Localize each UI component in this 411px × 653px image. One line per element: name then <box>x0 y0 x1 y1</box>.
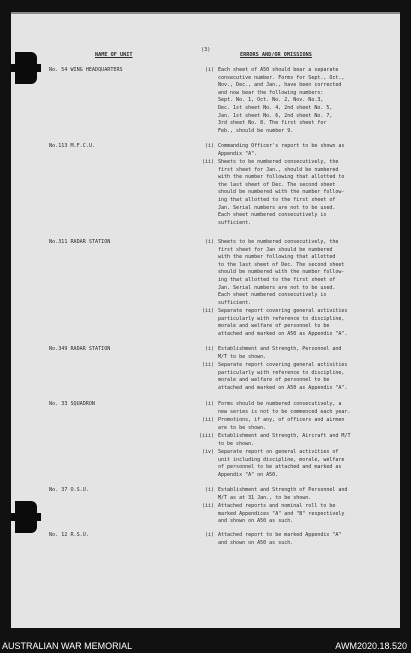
item-number: (ii) <box>201 362 214 368</box>
item-text: Establishment and Strength, Personnel and M/T to be shown. <box>218 346 342 360</box>
item-text: Promotions, if any, of officers and airmen are to be shown. <box>218 417 345 431</box>
binder-hole-top <box>15 52 37 84</box>
item-text: Attached reports and nominal roll to be marked Appendices "A" and "B" respectively and shown on A50 as such. <box>218 503 345 525</box>
item-number: (i) <box>204 239 214 245</box>
item-text: Attached report to be marked Appendix "A" and shown on A50 as such. <box>218 532 342 546</box>
item-text: Sheets to be numbered consecutively, the first sheet for Jan., should be numbered with the number following that allotted to the last sheet of Dec. The second sheet should be numbered with the number follow- ing that allotted to the first sheet of Jan. Serial numbers are not to be used. Each sheet numbered consecutively is sufficient. <box>218 159 345 226</box>
column-header-unit: NAME OF UNIT <box>95 52 133 58</box>
archive-name: AUSTRALIAN WAR MEMORIAL <box>2 641 133 651</box>
archive-footer <box>0 641 411 653</box>
item-number: (iv) <box>201 449 214 455</box>
item-text: Separate report covering general activities particularly with reference to discipline, morale and welfare of personnel to be attached and marked on A50 as Appendix "A". <box>218 308 348 337</box>
item-number: (iii) <box>198 433 214 439</box>
item-text: Separate report covering general activities particularly with reference to discipline, morale and welfare of personnel to be attached and marked on A50 as Appendix "A". <box>218 362 348 391</box>
item-number: (ii) <box>201 159 214 165</box>
item-number: (i) <box>204 532 214 538</box>
column-header-errors: ERRORS AND/OR OMISSIONS <box>240 52 312 58</box>
item-number: (ii) <box>201 417 214 423</box>
item-number: (ii) <box>201 308 214 314</box>
item-number: (ii) <box>201 503 214 509</box>
document-page <box>11 12 400 628</box>
item-number: (i) <box>204 143 214 149</box>
unit-name: No. 12 R.S.U. <box>49 532 89 538</box>
page-number: (3) <box>201 47 211 53</box>
unit-name: No. 33 SQUADRON <box>49 401 96 407</box>
item-number: (i) <box>204 346 214 352</box>
item-number: (i) <box>204 487 214 493</box>
unit-name: No.113 M.F.C.U. <box>49 143 96 149</box>
item-text: Establishment and Strength of Personnel and M/T as at 31 Jan., to be shown. <box>218 487 348 501</box>
item-text: Each sheet of A50 should bear a separate consecutive number. Forms for Sept., Oct., Nov., Dec., and Jan., have been corrected and now bear the following numbers: Sept. No. 1, Oct. No. 2, Nov. No.3, Dec. 1st sheet No. 4, 2nd sheet No. 5, Jan. 1st sheet No. 6, 2nd sheet No. 7, 3rd sheet No. 8. The first sheet for Feb., should be number 9. <box>218 67 345 134</box>
unit-name: No. 54 WING HEADQUARTERS <box>49 67 123 73</box>
unit-name: No. 37 O.S.U. <box>49 487 89 493</box>
unit-name: No.349 RADAR STATION <box>49 346 111 352</box>
binder-hole-bottom <box>15 501 37 533</box>
item-text: Separate report on general activities of unit including discipline, morale, welfare of personnel to be attached and marked as Appendix "A" on A50. <box>218 449 345 478</box>
item-text: Commanding Officer's report to be shown as Appendix "A". <box>218 143 345 157</box>
archive-reference: AWM2020.18.520 <box>335 641 407 651</box>
item-text: Sheets to be numbered consecutively, the first sheet for Jan should be numbered with the number following that allotted to the last sheet of Dec. The second sheet should be numbered with the number follow- ing that allotted to the first sheet of Jan. Serial numbers are not to be used. Each sheet numbered consecutively is sufficient. <box>218 239 345 306</box>
item-number: (i) <box>204 401 214 407</box>
item-text: Establishment and Strength, Aircraft and M/T to be shown. <box>218 433 351 447</box>
unit-name: No.311 RADAR STATION <box>49 239 111 245</box>
item-number: (i) <box>204 67 214 73</box>
item-text: Forms should be numbered consecutively, a new series is not to be commenced each year. <box>218 401 351 415</box>
page-top-edge <box>11 12 400 14</box>
